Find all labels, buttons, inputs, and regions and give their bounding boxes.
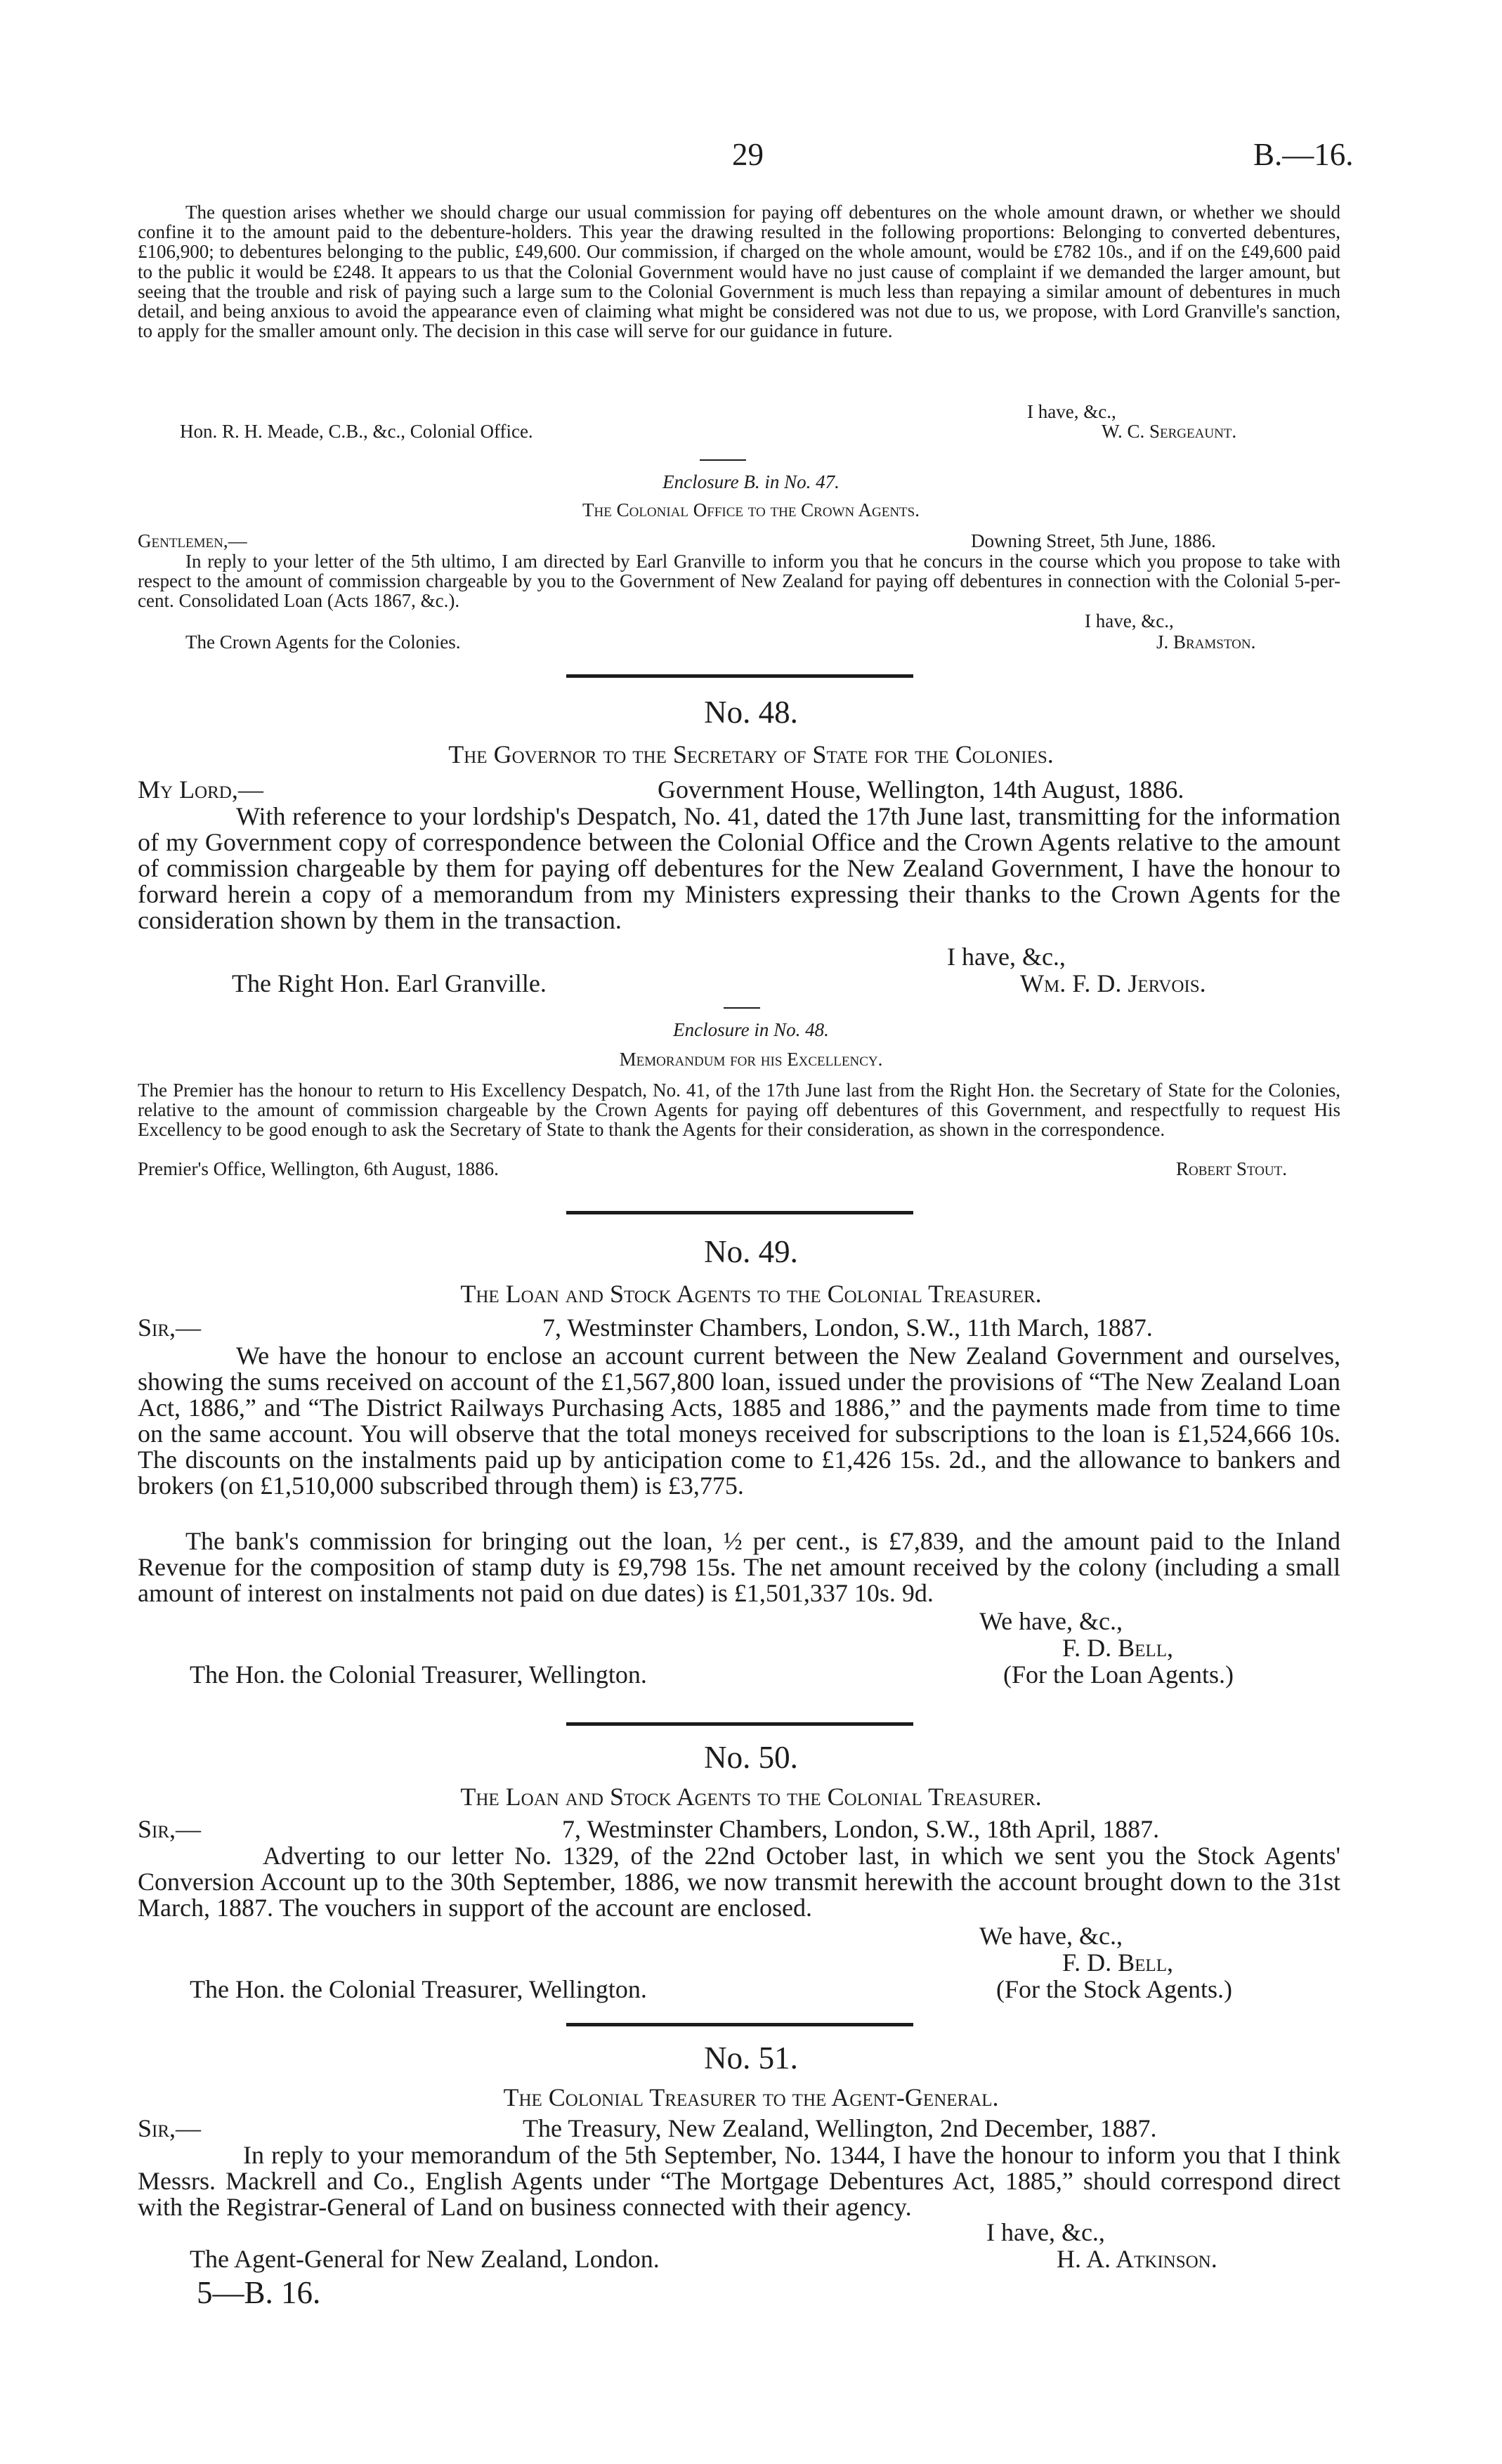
enclosure-b-47-title: The Colonial Office to the Crown Agents. — [582, 499, 920, 520]
enclosure-48-place-date — [138, 1159, 499, 1179]
enclosure-b-47-salutation: Gentlemen,— — [138, 530, 247, 551]
enclosure-b-47-heading: Enclosure B. in No. 47. — [662, 471, 840, 492]
no-50-closing: We have, &c., — [979, 1922, 1123, 1950]
no-49-signature-note: (For the Loan Agents.) — [1003, 1660, 1234, 1689]
no-51-addressee: The Agent-General for New Zealand, London. — [190, 2245, 660, 2273]
no-48-addressee: The Right Hon. Earl Granville. — [232, 969, 547, 997]
no-48-body: With reference to your lordship's Despatch, No. 41, dated the 17th June last, transmitting for the information of my Government copy of correspondence between the Colonial Office and the Crown Agents relative to the amount of commission chargeable by them for paying off debentures for the New Zealand Government, I have the honour to forward herein a copy of a memorandum from my Ministers expressing their thanks to the Crown Agents for the consideration shown by them in the transaction. — [138, 802, 1340, 934]
enclosure-b-47-place-date: Downing Street, 5th June, 1886. — [971, 530, 1216, 551]
section-divider — [566, 674, 913, 678]
no-51-signature: H. A. Atkinson. — [1057, 2245, 1217, 2273]
enclosure-48-place-date-text: Premier's Office, Wellington, 6th August, 1886. — [138, 1158, 499, 1179]
section-divider — [566, 2023, 913, 2026]
enclosure-48-title: Memorandum for his Excellency. — [619, 1049, 883, 1070]
letter-47-closing: I have, &c., — [1027, 401, 1116, 422]
no-49-body-paragraph-1: We have the honour to enclose an account current between the New Zealand Government and ourselves, showing the sums received on account of the £1,567,800 loan, issued under the provisions of “The New Zealand Loan Act, 1886,” and “The District Railways Purchasing Acts, 1885 and 1886,” and the payments made from time to time on the same account. You will observe that the total moneys received for subscriptions to the loan is £1,524,666 10s. The discounts on the instalments paid up by anticipation come to £1,426 15s. 2d., and the allowance to bankers and brokers (on £1,510,000 subscribed through them) is £3,775. — [138, 1342, 1340, 1500]
enclosure-b-47-signature: J. Bramston. — [1156, 631, 1256, 653]
no-50-signature-note: (For the Stock Agents.) — [996, 1975, 1232, 2003]
no-51-body: In reply to your memorandum of the 5th September, No. 1344, I have the honour to inform you that I think Messrs. Mackrell and Co., English Agents under “The Mortgage Debentures Act, 1885,” should correspond direct with the Registrar-General of Land on business connected with their agency. — [138, 2141, 1340, 2221]
letter-47-body: The question arises whether we should charge our usual commission for paying off debentures on the whole amount drawn, or whether we should confine it to the amount paid to the debenture-holders. This year the drawing resulted in the following proportions: Belonging to converted debentures, £106,900; to debentures belonging to the public, £49,600. Our commission, if charged on the whole amount, would be £782 10s., and if on the £49,600 paid to the public it would be £248. It appears to us that the Colonial Government would have no just cause of complaint if we demanded the larger amount, but seeing that the trouble and risk of paying such a large sum to the Colonial Government is much less than repaying a similar amount of debentures in much detail, and being anxious to avoid the appearance even of claiming what might be considered was not due to us, we propose, with Lord Granville's sanction, to apply for the smaller amount only. The decision in this case will serve for our guidance in future. — [138, 202, 1340, 342]
no-49-title: The Loan and Stock Agents to the Colonial Treasurer. — [460, 1280, 1042, 1308]
no-51-closing: I have, &c., — [986, 2218, 1105, 2246]
letter-47-signature: W. C. Sergeaunt. — [1102, 421, 1237, 442]
no-50-place-date: 7, Westminster Chambers, London, S.W., 18th April, 1887. — [562, 1815, 1160, 1843]
no-49-closing: We have, &c., — [979, 1607, 1123, 1635]
no-48-number: No. 48. — [704, 695, 798, 730]
no-50-title: The Loan and Stock Agents to the Colonial Treasurer. — [460, 1783, 1042, 1811]
no-49-salutation: Sir,— — [138, 1313, 202, 1342]
no-48-place-date: Government House, Wellington, 14th August, 1886. — [658, 775, 1184, 804]
no-51-number: No. 51. — [704, 2040, 798, 2076]
letter-47-addressee: Hon. R. H. Meade, C.B., &c., Colonial Office. — [180, 421, 533, 442]
no-51-place-date: The Treasury, New Zealand, Wellington, 2nd December, 1887. — [523, 2114, 1157, 2142]
short-divider — [700, 459, 746, 461]
page-number: 29 — [732, 137, 764, 172]
no-50-addressee: The Hon. the Colonial Treasurer, Wellington. — [190, 1975, 647, 2003]
no-49-body-paragraph-2: The bank's commission for bringing out the loan, ½ per cent., is £7,839, and the amount paid to the Inland Revenue for the composition of stamp duty is £9,798 15s. The net amount received by the colony (including a small amount of interest on instalments not paid on due dates) is £1,501,337 10s. 9d. — [138, 1527, 1340, 1607]
no-48-title: The Governor to the Secretary of State for the Colonies. — [448, 740, 1054, 768]
document-reference: B.—16. — [1253, 137, 1354, 172]
enclosure-b-47-closing: I have, &c., — [1085, 610, 1174, 631]
no-50-body: Adverting to our letter No. 1329, of the 22nd October last, in which we sent you the Stock Agents' Conversion Account up to the 30th September, 1886, we now transmit herewith the account brought down to the 31st March, 1887. The vouchers in support of the account are enclosed. — [138, 1842, 1340, 1922]
no-48-salutation: My Lord,— — [138, 775, 263, 804]
no-48-signature: Wm. F. D. Jervois. — [1020, 969, 1206, 997]
no-49-signature: F. D. Bell, — [1062, 1634, 1173, 1662]
no-48-closing: I have, &c., — [947, 943, 1066, 971]
section-divider — [566, 1211, 913, 1214]
no-49-addressee: The Hon. the Colonial Treasurer, Wellington. — [190, 1660, 647, 1689]
short-divider — [724, 1007, 760, 1009]
enclosure-48-heading: Enclosure in No. 48. — [673, 1019, 829, 1040]
no-50-signature: F. D. Bell, — [1062, 1948, 1173, 1977]
no-49-number: No. 49. — [704, 1234, 798, 1269]
section-divider — [566, 1722, 913, 1726]
enclosure-48-signature: Robert Stout. — [1176, 1158, 1287, 1179]
signature-mark: 5—B. 16. — [197, 2275, 321, 2310]
no-51-salutation: Sir,— — [138, 2114, 202, 2142]
no-49-place-date: 7, Westminster Chambers, London, S.W., 11th March, 1887. — [542, 1313, 1153, 1342]
no-50-salutation: Sir,— — [138, 1815, 202, 1843]
no-50-number: No. 50. — [704, 1740, 798, 1775]
enclosure-b-47-body: In reply to your letter of the 5th ultimo, I am directed by Earl Granville to inform you that he concurs in the course which you propose to take with respect to the amount of commission chargeable by you to the Government of New Zealand for paying off debentures in connection with the Colonial 5-per-cent. Consolidated Loan (Acts 1867, &c.). — [138, 551, 1340, 612]
no-51-title: The Colonial Treasurer to the Agent-General. — [503, 2083, 999, 2111]
enclosure-b-47-addressee: The Crown Agents for the Colonies. — [185, 631, 461, 653]
enclosure-48-body: The Premier has the honour to return to His Excellency Despatch, No. 41, of the 17th June last from the Right Hon. the Secretary of State for the Colonies, relative to the amount of commission chargeable by the Crown Agents for paying off debentures of this Government, and respectfully to request His Excellency to be good enough to ask the Secretary of State to thank the Agents for their consideration, as shown in the correspondence. — [138, 1080, 1340, 1141]
